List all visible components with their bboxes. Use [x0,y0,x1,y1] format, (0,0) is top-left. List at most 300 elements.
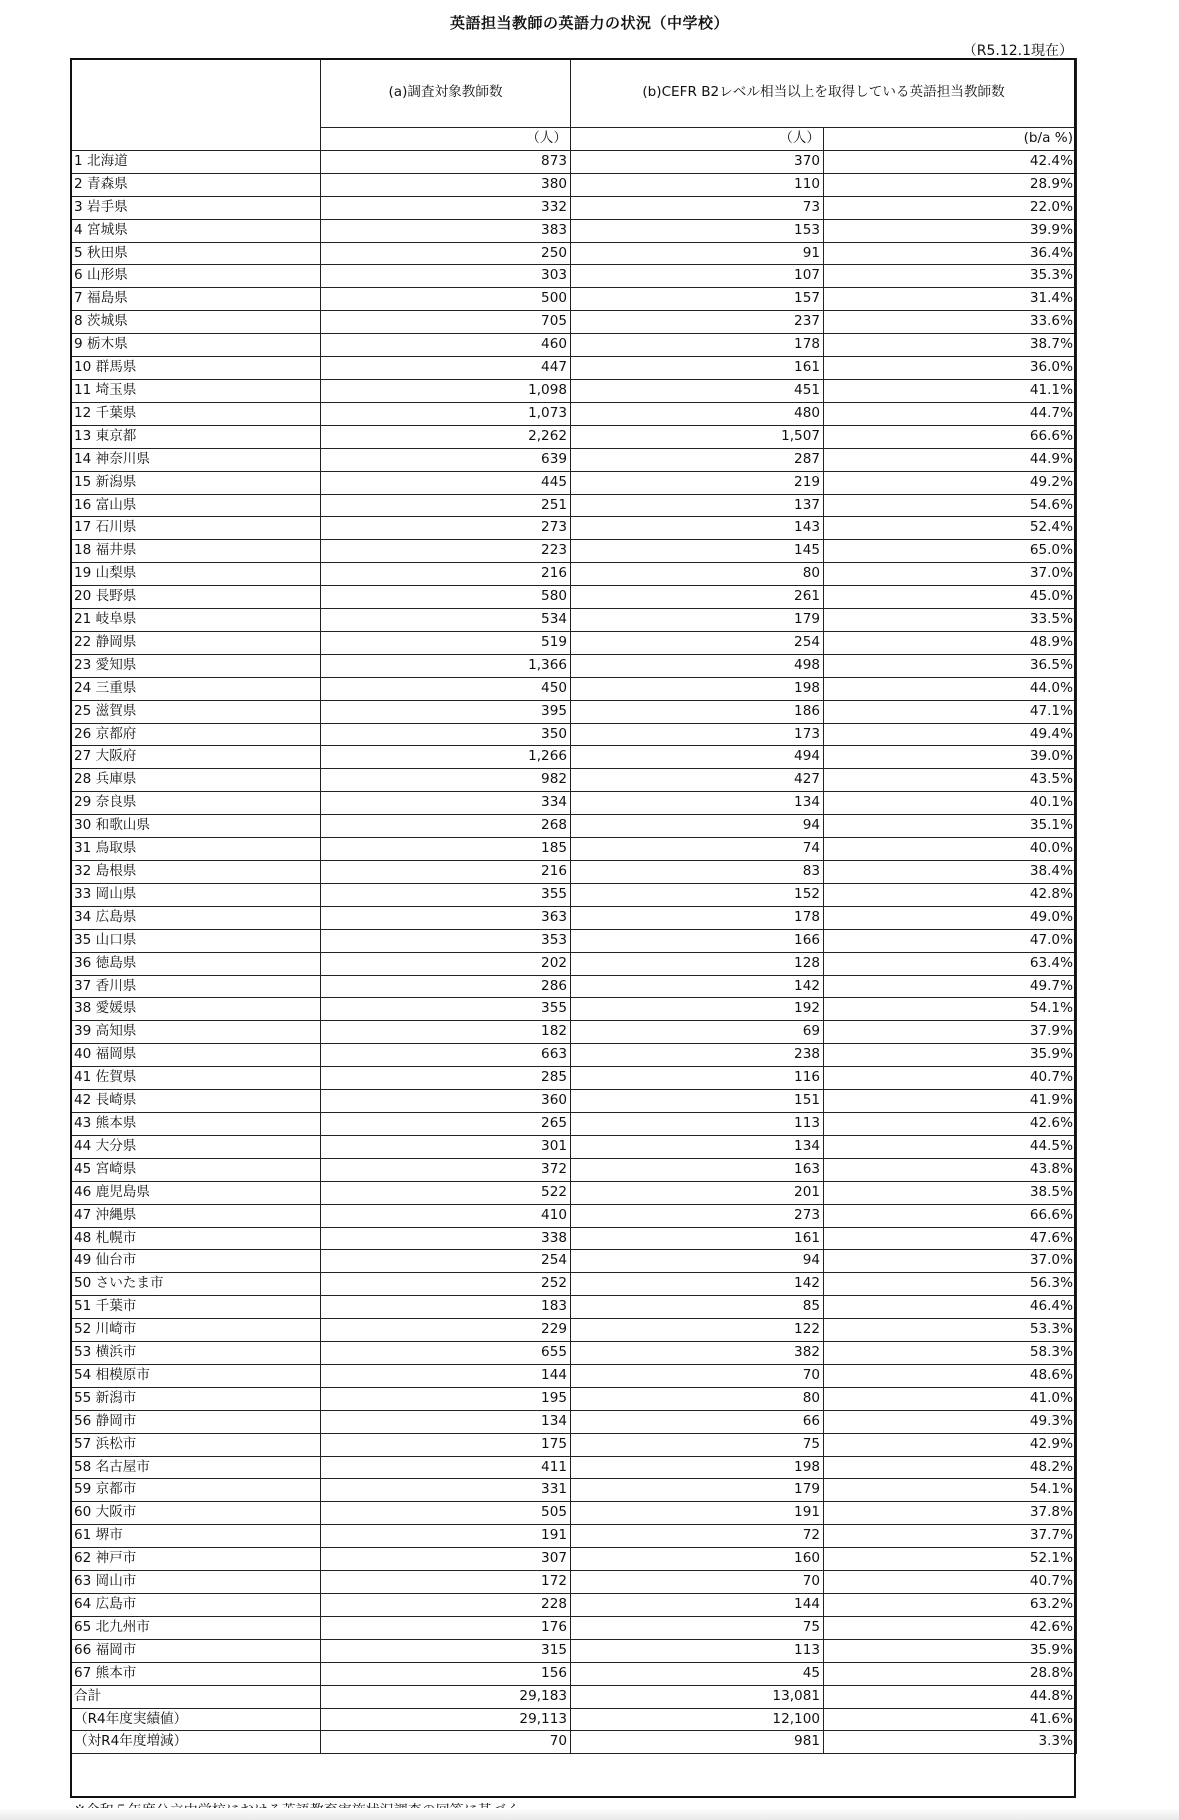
table-row [71,654,1077,677]
teachers-surveyed-cell: 251 [321,494,571,517]
teacher-english-table [70,58,1077,1754]
teachers-surveyed-cell: 144 [321,1364,571,1387]
ratio-cell: 33.6% [824,311,1077,334]
teachers-surveyed-cell: 447 [321,357,571,380]
table-row [71,150,1077,173]
teachers-surveyed-cell: 410 [321,1204,571,1227]
b2-teachers-cell: 179 [571,1479,824,1502]
b2-teachers-cell: 83 [571,861,824,884]
region-cell: 1 北海道 [71,150,321,173]
ratio-cell: 66.6% [824,1204,1077,1227]
region-cell: 30 和歌山県 [71,815,321,838]
region-cell: 63 岡山市 [71,1571,321,1594]
b2-teachers-cell: 70 [571,1571,824,1594]
region-cell: 18 福井県 [71,540,321,563]
b2-teachers-cell: 80 [571,563,824,586]
table-row [71,1158,1077,1181]
region-cell: 56 静岡市 [71,1410,321,1433]
b2-teachers-cell: 85 [571,1296,824,1319]
region-cell: 8 茨城県 [71,311,321,334]
teachers-surveyed-cell: 522 [321,1181,571,1204]
teachers-surveyed-cell: 301 [321,1135,571,1158]
ratio-cell: 41.0% [824,1387,1077,1410]
teachers-surveyed-cell: 663 [321,1044,571,1067]
ratio-cell: 47.6% [824,1227,1077,1250]
ratio-cell: 53.3% [824,1319,1077,1342]
table-row [71,402,1077,425]
ratio-cell: 33.5% [824,609,1077,632]
ratio-cell: 41.1% [824,379,1077,402]
ratio-cell: 49.3% [824,1410,1077,1433]
ratio-cell: 63.2% [824,1594,1077,1617]
b2-teachers-cell: 113 [571,1639,824,1662]
ratio-cell: 37.9% [824,1021,1077,1044]
ratio-cell: 35.9% [824,1639,1077,1662]
ratio-cell: 49.0% [824,906,1077,929]
table-row [71,563,1077,586]
teachers-surveyed-cell: 307 [321,1548,571,1571]
teachers-surveyed-cell: 705 [321,311,571,334]
b2-teachers-cell: 498 [571,654,824,677]
ratio-cell: 49.4% [824,723,1077,746]
b2-teachers-cell: 287 [571,448,824,471]
table-row [71,1410,1077,1433]
region-cell: 51 千葉市 [71,1296,321,1319]
region-cell: 25 滋賀県 [71,700,321,723]
teachers-surveyed-cell: 334 [321,792,571,815]
teachers-surveyed-cell: 338 [321,1227,571,1250]
table-row [71,609,1077,632]
header-row [71,59,1077,128]
teachers-surveyed-cell: 252 [321,1273,571,1296]
region-cell: 45 宮崎県 [71,1158,321,1181]
ratio-cell: 42.9% [824,1433,1077,1456]
teachers-surveyed-cell: 183 [321,1296,571,1319]
table-row [71,517,1077,540]
ratio-cell: 43.5% [824,769,1077,792]
region-cell: 14 神奈川県 [71,448,321,471]
ratio-cell: 42.4% [824,150,1077,173]
ratio-cell: 42.6% [824,1112,1077,1135]
unit-a: （人） [321,128,571,151]
table-row [71,1181,1077,1204]
region-cell: 9 栃木県 [71,334,321,357]
ratio-cell: 48.9% [824,631,1077,654]
summary-row [71,1731,1077,1754]
region-cell: 35 山口県 [71,929,321,952]
ratio-cell: 35.1% [824,815,1077,838]
region-cell: 54 相模原市 [71,1364,321,1387]
b2-teachers-cell: 166 [571,929,824,952]
table-row [71,357,1077,380]
teachers-surveyed-cell: 268 [321,815,571,838]
table-row [71,1548,1077,1571]
ratio-cell: 38.5% [824,1181,1077,1204]
table-row [71,1502,1077,1525]
table-row [71,631,1077,654]
region-cell: 27 大阪府 [71,746,321,769]
region-cell: 10 群馬県 [71,357,321,380]
region-cell: 64 広島市 [71,1594,321,1617]
ratio-cell: 22.0% [824,196,1077,219]
region-cell: 23 愛知県 [71,654,321,677]
ratio-cell: 49.2% [824,471,1077,494]
table-row [71,1479,1077,1502]
table-row [71,998,1077,1021]
table-row [71,586,1077,609]
teachers-surveyed-cell: 229 [321,1319,571,1342]
region-cell: 19 山梨県 [71,563,321,586]
region-cell: 2 青森県 [71,173,321,196]
b2-teachers-cell: 163 [571,1158,824,1181]
table-body [71,150,1077,1753]
region-cell: 12 千葉県 [71,402,321,425]
region-cell: 44 大分県 [71,1135,321,1158]
teachers-surveyed-cell: 182 [321,1021,571,1044]
teachers-surveyed-cell: 286 [321,975,571,998]
table-row [71,1204,1077,1227]
table-row [71,1662,1077,1685]
b2-teachers-cell: 80 [571,1387,824,1410]
b2-teachers-cell: 75 [571,1433,824,1456]
table-row [71,448,1077,471]
teachers-surveyed-cell: 2,262 [321,425,571,448]
table-row [71,219,1077,242]
b2-teachers-cell: 110 [571,173,824,196]
teachers-surveyed-cell: 315 [321,1639,571,1662]
region-cell: 55 新潟市 [71,1387,321,1410]
teachers-surveyed-cell: 216 [321,563,571,586]
b2-teachers-cell: 128 [571,952,824,975]
region-cell: 50 さいたま市 [71,1273,321,1296]
b2-teachers-cell: 160 [571,1548,824,1571]
ratio-cell: 56.3% [824,1273,1077,1296]
teachers-surveyed-cell: 223 [321,540,571,563]
teachers-surveyed-cell: 873 [321,150,571,173]
b2-teachers-cell: 152 [571,883,824,906]
document-title: 英語担当教師の英語力の状況（中学校） [449,14,729,32]
b2-teachers-cell: 75 [571,1616,824,1639]
table-row [71,1296,1077,1319]
b2-teachers-cell: 13,081 [571,1685,824,1708]
b2-teachers-cell: 273 [571,1204,824,1227]
table-row [71,792,1077,815]
table-row [71,494,1077,517]
b2-teachers-cell: 94 [571,815,824,838]
teachers-surveyed-cell: 1,366 [321,654,571,677]
table-row [71,288,1077,311]
table-row [71,975,1077,998]
b2-teachers-cell: 186 [571,700,824,723]
b2-teachers-cell: 219 [571,471,824,494]
teachers-surveyed-cell: 1,266 [321,746,571,769]
ratio-cell: 49.7% [824,975,1077,998]
b2-teachers-cell: 134 [571,1135,824,1158]
b2-teachers-cell: 261 [571,586,824,609]
ratio-cell: 44.7% [824,402,1077,425]
b2-teachers-cell: 144 [571,1594,824,1617]
region-cell: 49 仙台市 [71,1250,321,1273]
region-cell: 6 山形県 [71,265,321,288]
unit-ratio: (b/a %) [824,128,1077,151]
teachers-surveyed-cell: 228 [321,1594,571,1617]
ratio-cell: 65.0% [824,540,1077,563]
region-cell: 65 北九州市 [71,1616,321,1639]
b2-teachers-cell: 70 [571,1364,824,1387]
b2-teachers-cell: 179 [571,609,824,632]
region-cell: 62 神戸市 [71,1548,321,1571]
ratio-cell: 44.9% [824,448,1077,471]
region-cell: 67 熊本市 [71,1662,321,1685]
b2-teachers-cell: 113 [571,1112,824,1135]
teachers-surveyed-cell: 70 [321,1731,571,1754]
teachers-surveyed-cell: 500 [321,288,571,311]
ratio-cell: 48.6% [824,1364,1077,1387]
b2-teachers-cell: 173 [571,723,824,746]
b2-teachers-cell: 494 [571,746,824,769]
region-cell: 28 兵庫県 [71,769,321,792]
ratio-cell: 37.7% [824,1525,1077,1548]
region-cell: 53 横浜市 [71,1342,321,1365]
table-row [71,1616,1077,1639]
b2-teachers-cell: 73 [571,196,824,219]
teachers-surveyed-cell: 172 [321,1571,571,1594]
b2-teachers-cell: 480 [571,402,824,425]
b2-teachers-cell: 370 [571,150,824,173]
region-cell: 36 徳島県 [71,952,321,975]
ratio-cell: 39.9% [824,219,1077,242]
b2-teachers-cell: 151 [571,1090,824,1113]
ratio-cell: 45.0% [824,586,1077,609]
table-row [71,1135,1077,1158]
ratio-cell: 38.4% [824,861,1077,884]
table-row [71,1639,1077,1662]
ratio-cell: 40.7% [824,1571,1077,1594]
region-cell: 66 福岡市 [71,1639,321,1662]
teachers-surveyed-cell: 460 [321,334,571,357]
teachers-surveyed-cell: 134 [321,1410,571,1433]
b2-teachers-cell: 191 [571,1502,824,1525]
table-row [71,815,1077,838]
teachers-surveyed-cell: 360 [321,1090,571,1113]
b2-teachers-cell: 66 [571,1410,824,1433]
ratio-cell: 46.4% [824,1296,1077,1319]
b2-teachers-cell: 143 [571,517,824,540]
teachers-surveyed-cell: 383 [321,219,571,242]
teachers-surveyed-cell: 411 [321,1456,571,1479]
summary-row [71,1685,1077,1708]
region-cell: 24 三重県 [71,677,321,700]
table-row [71,265,1077,288]
region-cell: 11 埼玉県 [71,379,321,402]
ratio-cell: 47.1% [824,700,1077,723]
teachers-surveyed-cell: 353 [321,929,571,952]
ratio-cell: 36.5% [824,654,1077,677]
teachers-surveyed-cell: 331 [321,1479,571,1502]
teachers-surveyed-cell: 250 [321,242,571,265]
b2-teachers-cell: 254 [571,631,824,654]
table-row [71,1227,1077,1250]
region-cell: 29 奈良県 [71,792,321,815]
teachers-surveyed-cell: 639 [321,448,571,471]
b2-teachers-cell: 192 [571,998,824,1021]
ratio-cell: 35.9% [824,1044,1077,1067]
ratio-cell: 44.8% [824,1685,1077,1708]
b2-teachers-cell: 91 [571,242,824,265]
ratio-cell: 44.5% [824,1135,1077,1158]
table-row [71,769,1077,792]
region-cell: 58 名古屋市 [71,1456,321,1479]
region-cell: 33 岡山県 [71,883,321,906]
teachers-surveyed-cell: 29,113 [321,1708,571,1731]
ratio-cell: 39.0% [824,746,1077,769]
table-row [71,334,1077,357]
table-row [71,1525,1077,1548]
region-cell: 4 宮城県 [71,219,321,242]
ratio-cell: 42.8% [824,883,1077,906]
ratio-cell: 52.4% [824,517,1077,540]
teachers-surveyed-cell: 363 [321,906,571,929]
table-row [71,700,1077,723]
ratio-cell: 41.9% [824,1090,1077,1113]
table-row [71,1342,1077,1365]
as-of-date: （R5.12.1現在） [962,43,1073,59]
ratio-cell: 31.4% [824,288,1077,311]
region-cell: 40 福岡県 [71,1044,321,1067]
teachers-surveyed-cell: 156 [321,1662,571,1685]
region-cell: 38 愛媛県 [71,998,321,1021]
teachers-surveyed-cell: 1,098 [321,379,571,402]
table-row [71,838,1077,861]
b2-teachers-cell: 178 [571,334,824,357]
table-row [71,1594,1077,1617]
table-row [71,1021,1077,1044]
region-cell: 3 岩手県 [71,196,321,219]
b2-teachers-cell: 45 [571,1662,824,1685]
table-row [71,677,1077,700]
unit-b: （人） [571,128,824,151]
region-cell: 32 島根県 [71,861,321,884]
region-cell: 60 大阪市 [71,1502,321,1525]
ratio-cell: 37.8% [824,1502,1077,1525]
region-cell: 21 岐阜県 [71,609,321,632]
teachers-surveyed-cell: 332 [321,196,571,219]
table-row [71,746,1077,769]
table-row [71,883,1077,906]
region-cell: 26 京都府 [71,723,321,746]
table-row [71,1364,1077,1387]
b2-teachers-cell: 161 [571,357,824,380]
table-row [71,1387,1077,1410]
b2-teachers-cell: 237 [571,311,824,334]
ratio-cell: 37.0% [824,1250,1077,1273]
region-cell: 16 富山県 [71,494,321,517]
page-bottom-shadow [0,1808,1179,1820]
teachers-surveyed-cell: 285 [321,1067,571,1090]
teachers-surveyed-cell: 303 [321,265,571,288]
teachers-surveyed-cell: 185 [321,838,571,861]
ratio-cell: 63.4% [824,952,1077,975]
teachers-surveyed-cell: 445 [321,471,571,494]
ratio-cell: 3.3% [824,1731,1077,1754]
ratio-cell: 58.3% [824,1342,1077,1365]
teachers-surveyed-cell: 350 [321,723,571,746]
ratio-cell: 38.7% [824,334,1077,357]
region-cell: 48 札幌市 [71,1227,321,1250]
table-row [71,1250,1077,1273]
teachers-surveyed-cell: 216 [321,861,571,884]
region-cell: 合計 [71,1685,321,1708]
header-blank-cell [71,59,321,151]
teachers-surveyed-cell: 355 [321,998,571,1021]
table-row [71,1112,1077,1135]
teachers-surveyed-cell: 29,183 [321,1685,571,1708]
region-cell: 13 東京都 [71,425,321,448]
b2-teachers-cell: 157 [571,288,824,311]
table-row [71,540,1077,563]
teachers-surveyed-cell: 273 [321,517,571,540]
b2-teachers-cell: 201 [571,1181,824,1204]
region-cell: 34 広島県 [71,906,321,929]
teachers-surveyed-cell: 191 [321,1525,571,1548]
region-cell: 15 新潟県 [71,471,321,494]
table-row [71,1433,1077,1456]
header-col-a: (a)調査対象教師数 [321,59,571,128]
region-cell: （対R4年度増減） [71,1731,321,1754]
region-cell: 7 福島県 [71,288,321,311]
ratio-cell: 28.9% [824,173,1077,196]
b2-teachers-cell: 72 [571,1525,824,1548]
table-row [71,723,1077,746]
table-row [71,1044,1077,1067]
teachers-surveyed-cell: 580 [321,586,571,609]
table-row [71,311,1077,334]
region-cell: 22 静岡県 [71,631,321,654]
ratio-cell: 66.6% [824,425,1077,448]
b2-teachers-cell: 198 [571,677,824,700]
region-cell: 20 長野県 [71,586,321,609]
ratio-cell: 35.3% [824,265,1077,288]
region-cell: 43 熊本県 [71,1112,321,1135]
b2-teachers-cell: 107 [571,265,824,288]
table-row [71,379,1077,402]
region-cell: 31 鳥取県 [71,838,321,861]
summary-row [71,1708,1077,1731]
b2-teachers-cell: 145 [571,540,824,563]
region-cell: 17 石川県 [71,517,321,540]
b2-teachers-cell: 382 [571,1342,824,1365]
b2-teachers-cell: 142 [571,1273,824,1296]
b2-teachers-cell: 981 [571,1731,824,1754]
b2-teachers-cell: 137 [571,494,824,517]
teachers-surveyed-cell: 1,073 [321,402,571,425]
ratio-cell: 28.8% [824,1662,1077,1685]
b2-teachers-cell: 134 [571,792,824,815]
teachers-surveyed-cell: 202 [321,952,571,975]
teachers-surveyed-cell: 176 [321,1616,571,1639]
table-row [71,929,1077,952]
b2-teachers-cell: 116 [571,1067,824,1090]
ratio-cell: 44.0% [824,677,1077,700]
table-row [71,196,1077,219]
ratio-cell: 43.8% [824,1158,1077,1181]
ratio-cell: 41.6% [824,1708,1077,1731]
table-row [71,425,1077,448]
teachers-surveyed-cell: 372 [321,1158,571,1181]
teachers-surveyed-cell: 265 [321,1112,571,1135]
teachers-surveyed-cell: 655 [321,1342,571,1365]
teachers-surveyed-cell: 534 [321,609,571,632]
